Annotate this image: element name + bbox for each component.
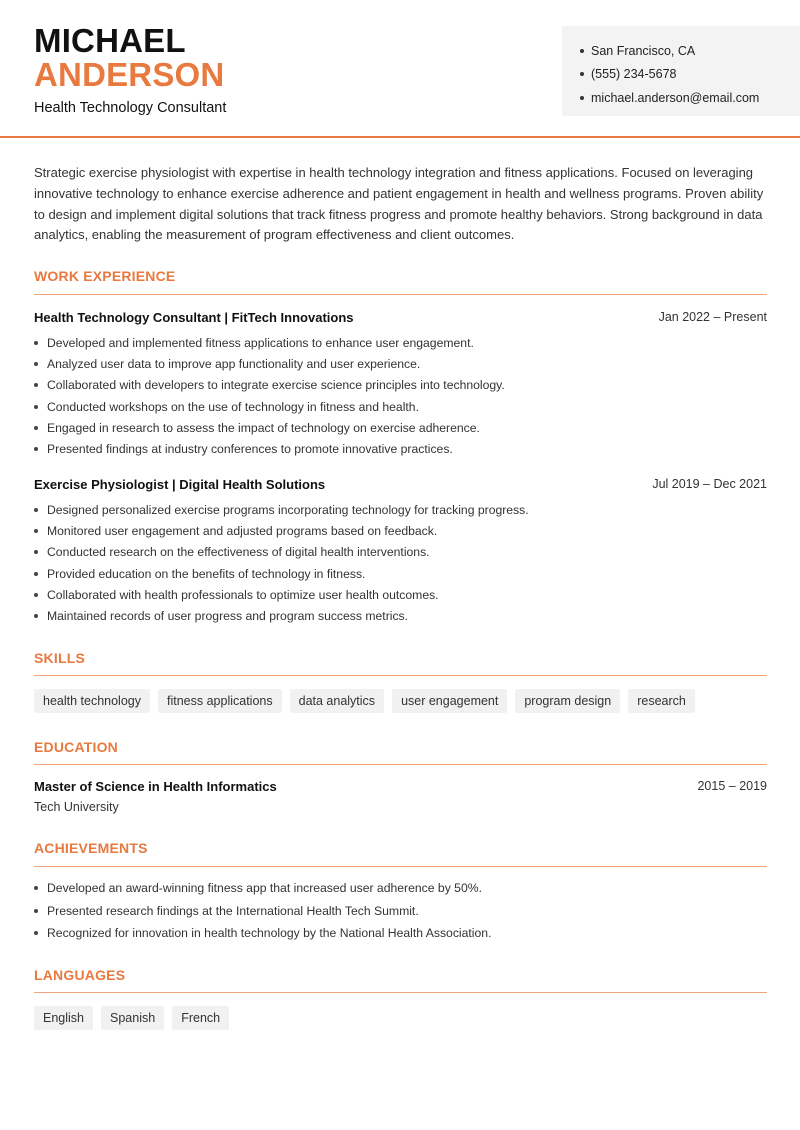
first-name: MICHAEL <box>34 22 186 59</box>
bullet-icon <box>34 529 38 533</box>
job-title: Health Technology Consultant <box>34 100 227 116</box>
bullet-text: Collaborated with health professionals to optimize user health outcomes. <box>47 587 439 602</box>
bullet-text: Presented research findings at the International Health Tech Summit. <box>47 903 419 918</box>
achievements-list <box>34 877 491 945</box>
bullet-icon <box>34 572 38 576</box>
list-item <box>34 605 529 626</box>
section-divider <box>34 294 767 295</box>
job-title-2: Exercise Physiologist | Digital Health Solutions <box>34 477 326 492</box>
skill-tag: data analytics <box>290 689 384 713</box>
skills-heading: SKILLS <box>34 650 85 666</box>
location-text: San Francisco, CA <box>591 43 696 58</box>
last-name: ANDERSON <box>34 56 225 93</box>
achievements-heading: ACHIEVEMENTS <box>34 840 148 856</box>
job-title-1: Health Technology Consultant | FitTech Innovations <box>34 310 354 325</box>
skill-tag: health technology <box>34 689 150 713</box>
bullet-icon <box>34 909 38 913</box>
language-tag: English <box>34 1006 93 1030</box>
bullet-icon <box>34 886 38 890</box>
bullet-icon <box>580 72 584 76</box>
job-bullets-2 <box>34 499 529 627</box>
bullet-icon <box>34 426 38 430</box>
list-item <box>34 396 505 417</box>
education-dates: 2015 – 2019 <box>697 779 767 793</box>
bullet-text: Recognized for innovation in health technology by the National Health Association. <box>47 926 492 941</box>
list-item <box>34 900 491 923</box>
education-heading: EDUCATION <box>34 739 118 755</box>
bullet-icon <box>34 593 38 597</box>
list-item <box>34 877 491 900</box>
bullet-text: Conducted research on the effectiveness of digital health interventions. <box>47 545 430 560</box>
contact-box <box>562 26 800 116</box>
bullet-icon <box>34 508 38 512</box>
work-experience-heading: WORK EXPERIENCE <box>34 268 176 284</box>
contact-location <box>580 39 800 63</box>
summary-paragraph: Strategic exercise physiologist with expertise in health technology integration and fitness applications. Focused on leveraging innovative technology to enhance exercise adherence and patient engagement in health and wellness programs. Proven ability to design and implement digital solutions that track fitness progress and promote healthy behaviors. Strong background in data analytics, enabling the measurement of program effectiveness and client outcomes. <box>34 165 764 243</box>
email-link[interactable]: michael.anderson@email.com <box>591 90 760 105</box>
bullet-text: Designed personalized exercise programs incorporating technology for tracking progress. <box>47 502 529 517</box>
skill-tag: user engagement <box>392 689 507 713</box>
bullet-text: Analyzed user data to improve app functionality and user experience. <box>47 356 421 371</box>
contact-email[interactable] <box>580 86 800 110</box>
bullet-icon <box>34 447 38 451</box>
language-tag: Spanish <box>101 1006 164 1030</box>
bullet-icon <box>34 341 38 345</box>
section-divider <box>34 675 767 676</box>
list-item <box>34 499 529 520</box>
section-divider <box>34 866 767 867</box>
list-item <box>34 584 529 605</box>
bullet-text: Engaged in research to assess the impact of technology on exercise adherence. <box>47 420 480 435</box>
school-name: Tech University <box>34 800 119 814</box>
list-item <box>34 520 529 541</box>
bullet-text: Monitored user engagement and adjusted programs based on feedback. <box>47 523 438 538</box>
bullet-text: Collaborated with developers to integrate exercise science principles into technology. <box>47 378 505 393</box>
languages-heading: LANGUAGES <box>34 967 126 983</box>
list-item <box>34 542 529 563</box>
skill-tag: program design <box>515 689 620 713</box>
job-dates-2: Jul 2019 – Dec 2021 <box>652 477 767 491</box>
skill-tag: research <box>628 689 695 713</box>
list-item <box>34 563 529 584</box>
job-dates-1: Jan 2022 – Present <box>658 310 767 324</box>
bullet-icon <box>580 49 584 53</box>
phone-text: (555) 234-5678 <box>591 67 677 82</box>
list-item <box>34 332 505 353</box>
bullet-icon <box>580 96 584 100</box>
degree-title: Master of Science in Health Informatics <box>34 779 277 794</box>
list-item <box>34 438 505 459</box>
list-item <box>34 922 491 945</box>
section-divider <box>34 764 767 765</box>
bullet-icon <box>34 931 38 935</box>
bullet-icon <box>34 614 38 618</box>
bullet-icon <box>34 362 38 366</box>
language-tag: French <box>172 1006 229 1030</box>
bullet-text: Developed an award-winning fitness app that increased user adherence by 50%. <box>47 881 482 896</box>
bullet-text: Presented findings at industry conferences to promote innovative practices. <box>47 442 453 457</box>
contact-phone <box>580 63 800 87</box>
job-bullets-1 <box>34 332 505 460</box>
skills-list <box>34 689 695 713</box>
bullet-text: Conducted workshops on the use of technology in fitness and health. <box>47 399 419 414</box>
skill-tag: fitness applications <box>158 689 282 713</box>
list-item <box>34 353 505 374</box>
list-item <box>34 417 505 438</box>
bullet-text: Maintained records of user progress and program success metrics. <box>47 609 409 624</box>
section-divider <box>34 992 767 993</box>
list-item <box>34 375 505 396</box>
resume-header <box>0 0 800 138</box>
bullet-icon <box>34 383 38 387</box>
bullet-icon <box>34 550 38 554</box>
bullet-icon <box>34 405 38 409</box>
bullet-text: Provided education on the benefits of technology in fitness. <box>47 566 366 581</box>
languages-list <box>34 1006 229 1030</box>
bullet-text: Developed and implemented fitness applications to enhance user engagement. <box>47 335 474 350</box>
